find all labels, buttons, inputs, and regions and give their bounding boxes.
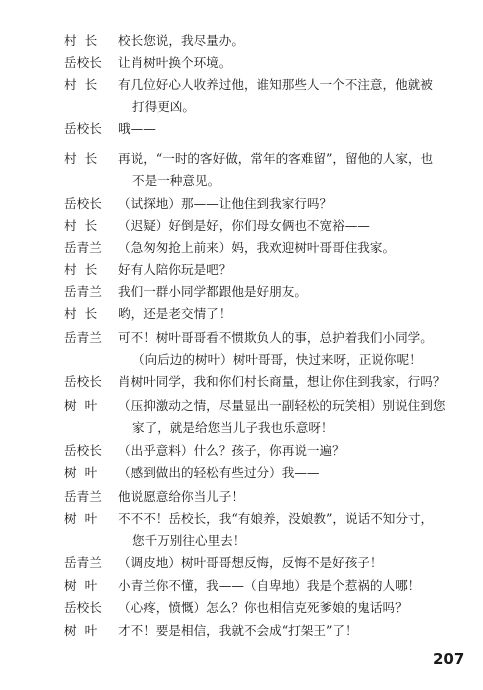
dialogue-line: [0, 52, 483, 74]
dialogue-line: [0, 597, 483, 619]
dialogue-text: 哦——: [118, 121, 156, 136]
dialogue-line: [0, 486, 483, 508]
dialogue-text: 好有人陪你玩是吧？: [118, 262, 232, 277]
dialogue-text: 家了，就是给您当儿子我也乐意呀！: [132, 420, 334, 435]
dialogue-text: 哟，还是老交情了！: [118, 306, 232, 321]
dialogue-line: [0, 395, 483, 417]
dialogue-line: [0, 508, 483, 530]
dialogue-text: 小青兰你不懂，我——（自卑地）我是个惹祸的人哪！: [118, 578, 421, 593]
dialogue-text: 我们一群小同学都跟他是好朋友。: [118, 284, 307, 299]
dialogue-line: [0, 620, 483, 642]
speaker-name: 岳青兰: [64, 330, 102, 345]
dialogue-text: 不是一种意见。: [132, 173, 221, 188]
speaker-name: 村长: [64, 306, 106, 321]
dialogue-line: [0, 440, 483, 462]
dialogue-line: [0, 237, 483, 259]
dialogue-line: [0, 530, 483, 552]
dialogue-text: （试探地）那——让他住到我家行吗？: [118, 196, 333, 211]
speaker-name: 村长: [64, 77, 106, 92]
dialogue-line: [0, 118, 483, 140]
dialogue-text: 再说，“一时的客好做，常年的客难留”，留他的人家，也: [118, 151, 434, 166]
speaker-name: 岳青兰: [64, 489, 102, 504]
dialogue-line: [0, 417, 483, 439]
dialogue-text: （调皮地）树叶哥哥想反悔，反悔不是好孩子！: [118, 555, 383, 570]
speaker-name: 村长: [64, 151, 106, 166]
speaker-name: 树叶: [64, 398, 106, 413]
dialogue-text: 打得更凶。: [132, 99, 195, 114]
speaker-name: 岳校长: [64, 121, 102, 136]
dialogue-text: 不不不！岳校长，我“有娘养，没娘教”，说话不知分寸，: [118, 511, 434, 526]
dialogue-text: 让肖树叶换个环境。: [118, 55, 232, 70]
dialogue-text: （压抑激动之情，尽量显出一副轻松的玩笑相）别说住到您: [118, 398, 446, 413]
dialogue-text: 肖树叶同学，我和你们村长商量，想让你住到我家，行吗？: [118, 374, 446, 389]
dialogue-line: [0, 170, 483, 192]
dialogue-text: 才不！要是相信，我就不会成“打架王”了！: [118, 623, 358, 638]
dialogue-line: [0, 30, 483, 52]
speaker-name: 岳校长: [64, 196, 102, 211]
dialogue-text: （急匆匆抢上前来）妈，我欢迎树叶哥哥住我家。: [118, 240, 396, 255]
speaker-name: 树叶: [64, 578, 106, 593]
speaker-name: 村长: [64, 33, 106, 48]
dialogue-line: [0, 303, 483, 325]
dialogue-text: 他说愿意给你当儿子！: [118, 489, 244, 504]
speaker-name: 岳青兰: [64, 240, 102, 255]
dialogue-line: [0, 371, 483, 393]
dialogue-line: [0, 215, 483, 237]
dialogue-text: 您千万别往心里去！: [132, 533, 246, 548]
dialogue-text: 校长您说，我尽量办。: [118, 33, 244, 48]
dialogue-line: [0, 148, 483, 170]
dialogue-text: （向后边的树叶）树叶哥哥，快过来呀，正说你呢！: [132, 352, 422, 367]
dialogue-line: [0, 575, 483, 597]
dialogue-text: 有几位好心人收养过他，谁知那些人一个不注意，他就被: [118, 77, 433, 92]
dialogue-line: [0, 96, 483, 118]
dialogue-line: [0, 259, 483, 281]
dialogue-text: （心疼，愤慨）怎么？你也相信克死爹娘的鬼话吗？: [118, 600, 408, 615]
speaker-name: 村长: [64, 218, 106, 233]
speaker-name: 村长: [64, 262, 106, 277]
speaker-name: 树叶: [64, 465, 106, 480]
speaker-name: 树叶: [64, 511, 106, 526]
dialogue-text: （出乎意料）什么？孩子，你再说一遍？: [118, 443, 345, 458]
dialogue-text: 可不！树叶哥哥看不惯欺负人的事，总护着我们小同学。: [118, 330, 433, 345]
dialogue-text: （迟疑）好倒是好，你们母女俩也不宽裕——: [118, 218, 370, 233]
speaker-name: 树叶: [64, 623, 106, 638]
dialogue-line: [0, 327, 483, 349]
speaker-name: 岳校长: [64, 55, 102, 70]
dialogue-line: [0, 462, 483, 484]
dialogue-line: [0, 552, 483, 574]
speaker-name: 岳校长: [64, 443, 102, 458]
dialogue-text: （感到做出的轻松有些过分）我——: [118, 465, 320, 480]
speaker-name: 岳校长: [64, 600, 102, 615]
dialogue-line: [0, 281, 483, 303]
dialogue-line: [0, 349, 483, 371]
dialogue-line: [0, 74, 483, 96]
speaker-name: 岳青兰: [64, 555, 102, 570]
speaker-name: 岳青兰: [64, 284, 102, 299]
page-number: 207: [433, 650, 465, 668]
speaker-name: 岳校长: [64, 374, 102, 389]
dialogue-line: [0, 193, 483, 215]
